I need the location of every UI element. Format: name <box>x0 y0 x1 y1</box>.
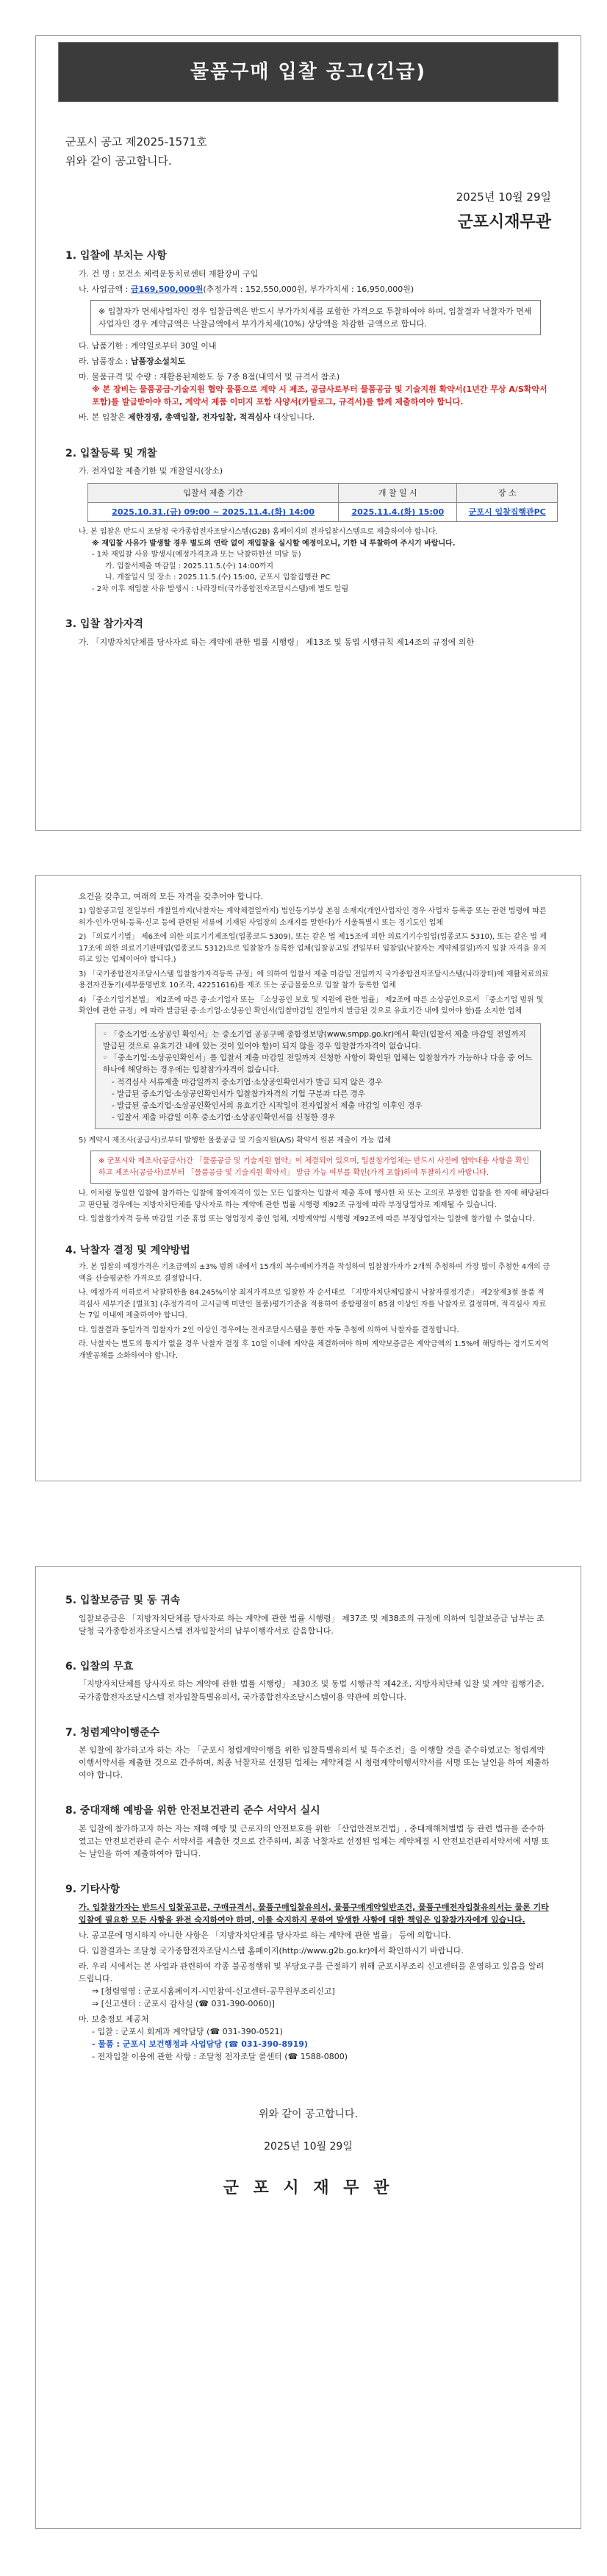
s2-schedule-label: 가. 전자입찰 제출기한 및 개찰일시(장소) <box>79 466 223 476</box>
s8-body: 본 입찰에 참가하고자 하는 자는 재해 예방 및 근로자의 안전보호를 위한 「산업안전보건법」, 중대재해처벌법 등 관련 법규를 준수하였고는 안전보건관리 준수 서약서를 제출한 것으로 간주하며, 최종 낙찰자로 선정된 업체는 계약체결 시 안전보건관리서약서에 서명 또는 날인을 하여 제출하여야 합니다. <box>79 1824 550 1859</box>
s1-item-amount <box>79 283 551 296</box>
s9-e: 마. 보충정보 제공처 <box>79 2014 149 2025</box>
s3-agreement-note: ※ 군포시와 제조사(공급사)간 「물품공급 및 기술지원 협약」이 체결되어 있으며, 입찰참가업체는 반드시 사전에 협약내용 사항을 확인하고 제조사(공급사)로부터 「물품공급 및 기술지원 확약서」 발급 가능 여부를 확인(가격 포함)하여 투찰하시기 바랍니다. <box>90 1151 541 1184</box>
notice-number: 군포시 공고 제2025-1571호 <box>65 135 207 149</box>
s3-req-3: 3) 「국가종합전자조달시스템 입찰참가자격등록 규정」에 의하여 입찰서 제출 마감일 전일까지 국가종합전자조달시스템(나라장터)에 재활치료의료용전자진동기(세부품명번호 10조각, 42251616)를 제조 또는 공급물품으로 입찰 참가 등록한 업체 <box>79 970 549 990</box>
s9-a: 가. 입찰참가자는 반드시 입찰공고문, 구매규격서, 물품구매입찰유의서, 물품구매계약일반조건, 물품구매전자입찰유의서는 물론 기타 입찰에 필요한 모든 사항을 완전 숙지하여야 하며, 이를 숙지하지 못하여 발생한 사항에 대한 책임은 입찰참가자에게 있습니다. <box>79 1902 549 1925</box>
closing-org: 군 포 시 재 무 관 <box>223 2178 394 2197</box>
section-1-title: 1. 입찰에 부치는 사항 <box>65 250 167 262</box>
s2-rebid-note: ※ 재입찰 사유가 발생할 경우 별도의 연락 없이 재입찰을 실시할 예정이오니, 기한 내 투찰하여 주시기 바랍니다. <box>92 539 456 548</box>
s3-intro-cont: 요건을 갖추고, 여래의 모든 자격을 갖추어야 합니다. <box>79 892 264 901</box>
s2-g2b-note: 나. 본 입찰은 반드시 조달청 국가종합전자조달시스템(G2B) 홈페이지의 전자입찰시스템으로 제출하여야 합니다. <box>79 528 438 537</box>
s3-req-1: 1) 입찰공고일 전일부터 개찰일까지(낙찰자는 계약체결일까지) 법인등기부상 본점 소재지(개인사업자인 경우 사업자 등록증 또는 관련 법령에 따른 허가·인가·면허·등록·신고 등에 관련된 서류에 기재된 사업장의 소재지를 말한다)가 서울특별시 또는 경기도인 업체 <box>79 907 547 927</box>
table-header: 개 찰 일 시 <box>339 484 457 503</box>
box-line: - 적격심사 서류제출 마감일까지 중소기업·소상공인확인서가 발급 되지 않은 경우 <box>112 1077 383 1087</box>
notice-title: 물품구매 입찰 공고(긴급) <box>58 42 558 102</box>
s2-rebid-1: - 1차 재입찰 사유 발생시(예정가격초과 또는 낙찰하한선 미달 등) <box>92 551 301 559</box>
s1-place-prefix: 라. 납품장소 : <box>79 357 131 367</box>
s4-c: 다. 입찰결과 동일가격 입찰자가 2인 이상인 경우에는 전자조달시스템을 통한 자동 추첨에 의하여 낙찰자를 결정합니다. <box>79 1325 459 1334</box>
s1-deadline: 다. 납품기한 : 계약일로부터 30일 이내 <box>79 341 217 351</box>
section-8-title: 8. 중대재해 예방을 위한 안전보건관리 준수 서약서 실시 <box>65 1805 320 1817</box>
s9-b: 나. 공고문에 명시하지 아니한 사항은 「지방자치단체를 당사자로 하는 계약에 관한 법률」 등에 의합니다. <box>79 1931 451 1940</box>
s9-e2: - 물품 : 군포시 보건행정과 사업담당 (☎ 031-390-8919) <box>92 2039 308 2050</box>
s9-e1: - 입찰 : 군포시 회계과 계약담당 (☎ 031-390-0521) <box>92 2027 283 2037</box>
s5-body: 입찰보증금은 「지방자치단체를 당사자로 하는 계약에 관한 법률 시행령」 제37조 및 제38조의 규정에 의하여 입찰보증금 납부는 조달청 국가종합전자조달시스템 전자입찰서의 납부이행각서로 갈음합니다. <box>79 1613 545 1636</box>
s3-qualification-intro: 가. 「지방자치단체를 당사자로 하는 계약에 관한 법률 시행령」 제13조 및 동법 시행규칙 제14조의 규정에 의한 <box>79 637 475 648</box>
box-line: ◦ 「중소기업·소상공인확인서」를 입찰서 제출 마감일 전일까지 신청한 사항이 확인된 업체는 입찰참가가 가능하나 다음 중 어느 하나에 해당하는 경우에는 입찰참가자격이 없습니다. <box>103 1053 533 1075</box>
section-9-title: 9. 기타사항 <box>65 1883 121 1896</box>
box-line: - 입찰서 제출 마감일 이후 중소기업·소상공인확인서를 신청한 경우 <box>112 1113 336 1123</box>
s1-amount-prefix: 나. 사업금액 : <box>79 285 131 295</box>
s9-d: 라. 우리 시에서는 본 사업과 관련하여 각종 불공정행위 및 부당요구를 근절하기 위해 군포시부조리 신고센터를 운영하고 있음을 알려 드립니다. <box>79 1961 545 1984</box>
bid-schedule-table <box>87 483 558 522</box>
s1-place-value: 납품장소설치도 <box>130 357 186 367</box>
box-line: - 발급된 중소기업·소상공인확인서가 입찰참가자격의 기업 구분과 다른 경우 <box>112 1089 365 1098</box>
section-4-title: 4. 낙찰자 결정 및 계약방법 <box>65 1244 190 1256</box>
box-line: - 발급된 중소기업·소상공인확인서의 유효기간 시작일이 전자입찰서 제출 마감일 이후인 경우 <box>112 1101 423 1111</box>
closing-date: 2025년 10월 29일 <box>264 2141 353 2153</box>
s1-spec-note: ※ 본 장비는 물품공급·기술지원 협약 물품으로 계약 시 제조, 공급사로부터 물품공급 및 기술지원 확약서(1년간 무상 A/S확약서 포함)를 발급받아야 하고, 계약서 제품 이미지 포함 사양서(카탈로그, 규격서)를 함께 제출하여야 합니다. <box>92 384 547 407</box>
s4-a: 가. 본 입찰의 예정가격은 기초금액의 ±3% 범위 내에서 15개의 복수예비가격을 작성하여 입찰참가자가 2개씩 추첨하여 가장 많이 추첨한 4개의 금액을 산술평균한 가격으로 결정합니다. <box>79 1263 550 1283</box>
notice-page-3 <box>35 1566 581 2529</box>
s1-spec: 마. 물품규격 및 수량 : 재활용된제한도 등 7종 8점(내역서 및 규격서 참조) <box>79 372 340 382</box>
table-cell: 2025.11.4.(화) 15:00 <box>339 503 457 522</box>
s9-d2: ⇒ [신고센터 : 군포시 감사실 (☎ 031-390-0060)] <box>92 1999 275 2009</box>
s9-e3: - 전자입찰 이용에 관한 사항 : 조달청 전자조달 콜센터 (☎ 1588-0800) <box>92 2052 348 2062</box>
s3-b: 나. 이처럼 동일한 입찰에 참가하는 입찰에 참여자격이 있는 모든 입찰자는 입찰서 제출 후에 행사한 차 또는 고의로 부정한 입찰을 한 자에 해당된다고 판단될 경우에는 지방자치단체를 당사자로 하는 계약에 관한 법률 시행령 제92조 규정에 따라 부정당업자로 제재될 수 있습니다. <box>79 1189 549 1209</box>
s3-req-5: 5) 계약시 제조사(공급사)로부터 발행한 물품공급 및 기술지원(A/S) 확약서 원본 제출이 가능 업체 <box>79 1136 392 1145</box>
table-header: 입찰서 제출 기간 <box>88 484 339 503</box>
s2-rebid-2: - 2차 이후 재입찰 사유 발생시 : 나라장터(국가종합전자조달시스템)에 별도 알림 <box>92 584 349 593</box>
closing-statement: 위와 같이 공고합니다. <box>258 2108 359 2121</box>
s1-method-suffix: 대상입니다. <box>270 412 315 423</box>
s9-c: 다. 입찰결과는 조달청 국가종합전자조달시스템 홈페이지(http://www.g2b.go.kr)에서 확인하시기 바랍니다. <box>79 1946 464 1956</box>
table-cell: 군포시 입찰집행관PC <box>457 503 558 522</box>
s1-amount-value: 금169,500,000원 <box>130 285 204 295</box>
section-7-title: 7. 청렴계약이행준수 <box>65 1726 160 1739</box>
s1-method-prefix: 바. 본 입찰은 <box>79 412 129 423</box>
s1-item-name: 가. 건 명 : 보건소 체력운동치료센터 재활장비 구입 <box>79 269 259 279</box>
s6-body: 「지방자치단체를 당사자로 하는 계약에 관한 법률 시행령」 제30조 및 동법 시행규칙 제42조, 지방자치단체 입찰 및 계약 집행기준, 국가종합전자조달시스템 전자입찰특별유의서, 국가종합전자조달시스템이용 약관에 의합니다. <box>79 1679 545 1702</box>
s7-body: 본 입찰에 참가하고자 하는 자는 「군포시 청렴계약이행을 위한 입찰특별유의서 및 특수조건」을 이행할 것을 준수하였고는 청렴계약이행서약서를 제출한 것으로 간주하며, 최종 낙찰자로 선정된 업체는 계약체결 시 청렴계약이행서약서를 서명 또는 날인을 하여 제출하여야 합니다. <box>79 1745 550 1781</box>
s4-d: 라. 낙찰자는 별도의 통지가 없을 경우 낙찰자 결정 후 10일 이내에 계약을 체결하여야 하며 계약보증금은 계약금액의 1.5%에 해당하는 경기도지역개발공채를 소화하여야 합니다. <box>79 1340 549 1360</box>
box-line: ◦ 「중소기업·소상공인 확인서」는 중소기업 공공구매 종합정보망(www.smpp.go.kr)에서 확인(입찰서 제출 마감일 전일까지 발급된 것으로 유효기간 내에 있는 것이 있어야 함)이 되지 않을 경우 입찰참가자격이 없습니다. <box>103 1029 526 1051</box>
s1-method <box>79 411 551 423</box>
s1-amount-suffix: (추정가격 : 152,550,000원, 부가가치세 : 16,950,000원) <box>203 285 414 295</box>
s1-place <box>79 355 551 368</box>
notice-org: 군포시재무관 <box>457 213 551 232</box>
notice-page-1 <box>35 35 581 831</box>
section-2-title: 2. 입찰등록 및 개찰 <box>65 447 157 459</box>
table-cell: 2025.10.31.(금) 09:00 ~ 2025.11.4.(화) 14:00 <box>88 503 339 522</box>
notice-intro: 위와 같이 공고합니다. <box>65 154 172 168</box>
s4-b: 나. 예정가격 이하로서 낙찰하한율 84.245%이상 최저가격으로 입찰한 자 순서대로 「지방자치단체입찰시 낙찰자결정기준」 제2장제3절 물품 적격심사 세부기준 [별표3] (추정가격이 고시금액 미만인 물품)평가기준을 적용하여 종합평점이 85점 이상인 자를 낙찰자로 결정하며, 적격심사 자료는 7일 이내에 제출하여야 합니다. <box>79 1289 547 1320</box>
notice-page-2 <box>35 875 581 1481</box>
s1-vat-note: ※ 입찰자가 면세사업자인 경우 입찰금액은 반드시 부가가치세를 포함한 가격으로 투찰하여야 하며, 입찰결과 낙찰자가 면세사업자인 경우 계약금액은 낙찰금액에서 부가가치세(10%) 상당액을 차감한 금액으로 합니다. <box>90 300 541 335</box>
s3-req-4: 4) 「중소기업기본법」 제2조에 따른 중·소기업자 또는 「소상공인 보호 및 지원에 관한 법률」 제2조에 따른 소상공인으로서 「중소기업 범위 및 확인에 관한 규정」에 따라 발급된 중·소기업·소상공인 확인서(입찰마감일 전일까지 발급된 것으로 유효기간 내에 있어야 함)를 소지한 업체 <box>79 995 544 1016</box>
s3-req-2: 2) 「의료기기법」 제6조에 의한 의료기기제조업(업종코드 5309), 또는 같은 법 제15조에 의한 의료기기수입업(업종코드 5310), 또는 같은 법 제17조에 의한 의료기기판매업(업종코드 5312)으로 입찰참가 등록한 업체(입찰공고일 전일부터 입찰일(낙찰자는 계약체결일)까지 입찰 자격을 유지하고 있는 업체이어야 합니다.) <box>79 933 547 965</box>
notice-date: 2025년 10월 29일 <box>456 190 551 204</box>
table-row <box>88 503 558 522</box>
sme-certificate-box <box>95 1023 541 1129</box>
table-header: 장 소 <box>457 484 558 503</box>
s2-rebid-open: 나. 개찰일시 및 장소 : 2025.11.5.(수) 15:00, 군포시 입찰집행관 PC <box>105 573 331 582</box>
s3-c: 다. 입찰참가자격 등록 마감일 기준 휴업 또는 영업정지 중인 업체, 지방계약법 시행령 제92조에 따른 부정당업자는 입찰에 참가할 수 없습니다. <box>79 1215 535 1224</box>
table-header-row <box>88 484 558 503</box>
s9-d1: ⇒ [청렴엽영 : 군포시홈페이지-시민참여-신고센터-공무원부조리신고] <box>92 1986 335 1997</box>
section-6-title: 6. 입찰의 무효 <box>65 1660 134 1672</box>
section-5-title: 5. 입찰보증금 및 동 귀속 <box>65 1595 181 1606</box>
section-3-title: 3. 입찰 참가자격 <box>65 618 143 631</box>
s1-method-bold: 제한경쟁, 총액입찰, 전자입찰, 적격심사 <box>128 412 271 423</box>
s2-rebid-deadline: 가. 입찰서제출 마감일 : 2025.11.5.(수) 14:00까지 <box>105 562 274 570</box>
